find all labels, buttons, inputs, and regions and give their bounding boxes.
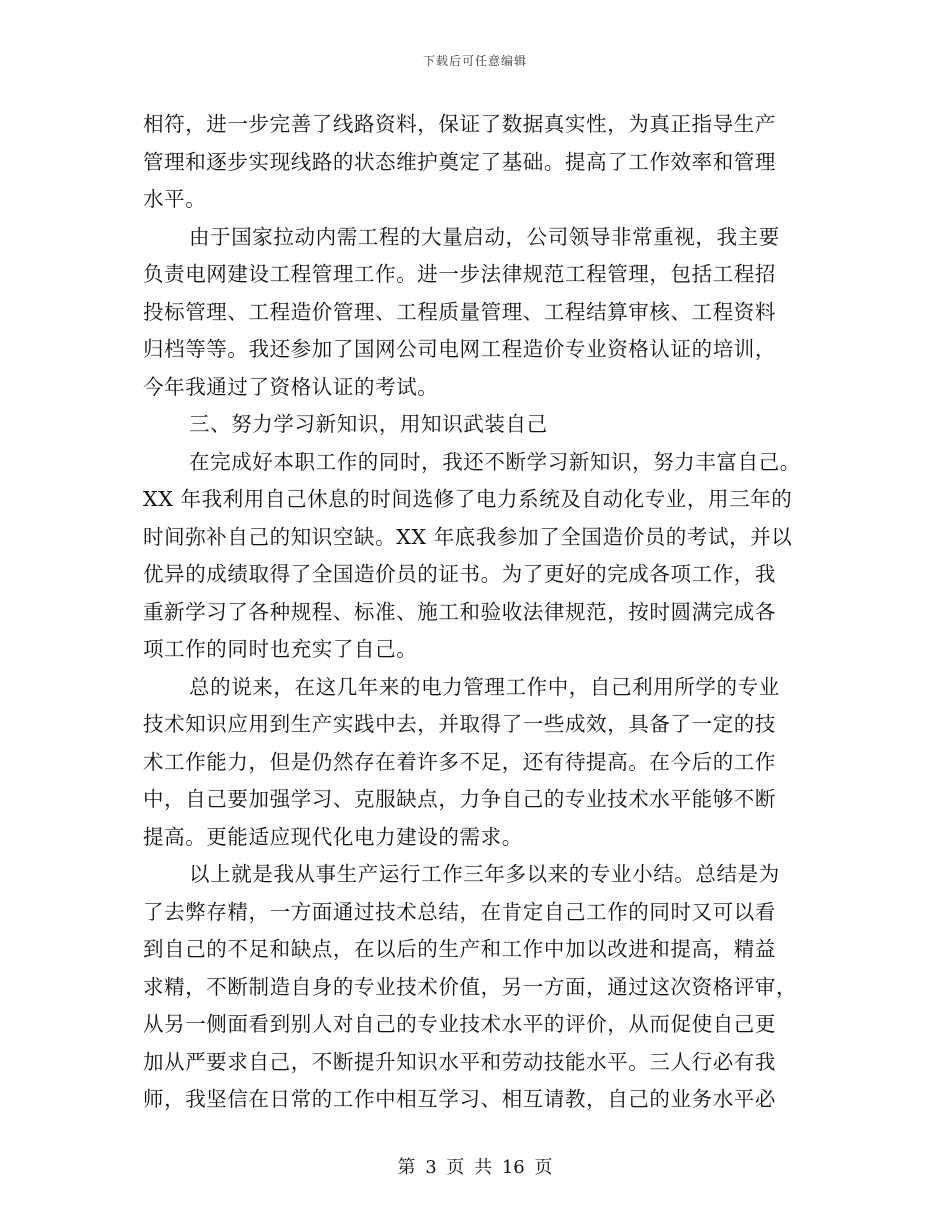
text-line: 以上就是我从事生产运行工作三年多以来的专业小结。总结是为 bbox=[189, 862, 780, 886]
text-line: 相符，进一步完善了线路资料，保证了数据真实性，为真正指导生产 bbox=[143, 112, 776, 136]
text-line: 重新学习了各种规程、标准、施工和验收法律规范，按时圆满完成各 bbox=[143, 599, 776, 624]
text-line: 中，自己要加强学习、克服缺点，力争自己的专业技术水平能够不断 bbox=[143, 787, 776, 811]
text-line: 今年我通过了资格认证的考试。 bbox=[143, 374, 439, 399]
text-line: 由于国家拉动内需工程的大量启动，公司领导非常重视，我主要 bbox=[189, 224, 780, 249]
text-line: 投标管理、工程造价管理、工程质量管理、工程结算审核、工程资料 bbox=[143, 299, 776, 324]
text-line: 求精，不断制造自身的专业技术价值，另一方面，通过这次资格评审， bbox=[143, 974, 798, 999]
text-line: 总的说来，在这几年来的电力管理工作中，自己利用所学的专业 bbox=[189, 674, 780, 699]
page-footer: 第 3 页 共 16 页 bbox=[397, 1157, 553, 1178]
text-line: 加从严要求自己，不断提升知识水平和劳动技能水平。三人行必有我 bbox=[143, 1049, 776, 1074]
text-line: 负责电网建设工程管理工作。进一步法律规范工程管理，包括工程招 bbox=[143, 262, 776, 286]
text-line: 三、努力学习新知识，用知识武装自己 bbox=[189, 412, 548, 436]
text-line: 术工作能力，但是仍然存在着许多不足，还有待提高。在今后的工作 bbox=[143, 749, 776, 774]
text-line: 了去弊存精，一方面通过技术总结，在肯定自己工作的同时又可以看 bbox=[143, 899, 776, 924]
document-body bbox=[143, 106, 803, 1119]
text-line: 归档等等。我还参加了国网公司电网工程造价专业资格认证的培训， bbox=[143, 337, 776, 361]
text-line: 从另一侧面看到别人对自己的专业技术水平的评价，从而促使自己更 bbox=[143, 1012, 776, 1036]
text-line: 时间弥补自己的知识空缺。XX 年底我参加了全国造价员的考试，并以 bbox=[143, 524, 793, 549]
text-line: 在完成好本职工作的同时，我还不断学习新知识，努力丰富自己。 bbox=[189, 449, 801, 474]
text-line: 师，我坚信在日常的工作中相互学习、相互请教，自己的业务水平必 bbox=[143, 1087, 776, 1111]
text-line: 管理和逐步实现线路的状态维护奠定了基础。提高了工作效率和管理 bbox=[143, 149, 776, 174]
text-line: 优异的成绩取得了全国造价员的证书。为了更好的完成各项工作，我 bbox=[143, 562, 776, 586]
text-line: 技术知识应用到生产实践中去，并取得了一些成效，具备了一定的技 bbox=[143, 712, 776, 736]
text-line: 项工作的同时也充实了自己。 bbox=[143, 637, 418, 661]
text-line: 提高。更能适应现代化电力建设的需求。 bbox=[143, 824, 523, 849]
text-line: XX 年我利用自己休息的时间选修了电力系统及自动化专业，用三年的 bbox=[143, 487, 793, 511]
page-header: 下载后可任意编辑 bbox=[422, 54, 527, 68]
text-line: 到自己的不足和缺点，在以后的生产和工作中加以改进和提高，精益 bbox=[143, 937, 776, 961]
text-line: 水平。 bbox=[143, 187, 207, 211]
